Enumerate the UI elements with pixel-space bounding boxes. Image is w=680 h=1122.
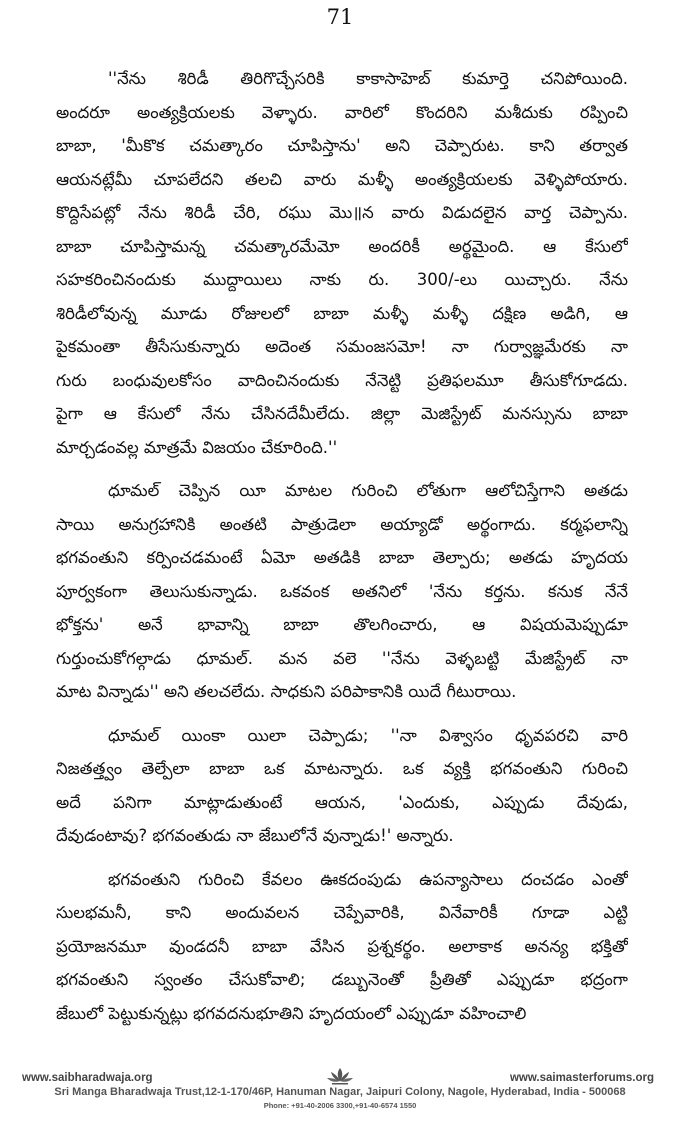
page-footer	[14, 1072, 666, 1118]
text-line: ప్రయోజనమూ వుండదనీ బాబా వేసిన ప్రశ్నకర్థం. అలాకాక అనన్య భక్తితో	[56, 936, 628, 956]
text-line: ''నేను శిరిడీ తిరిగొచ్చేసరికి కాకాసాహెబ్ కుమార్తె చనిపోయింది.	[108, 69, 628, 88]
text-line: ఆయనట్లేమీ చూపలేదని తలచి వారు మళ్ళీ అంత్యక్రియలకు వెళ్ళిపోయారు.	[56, 169, 628, 189]
footer-address: Sri Manga Bharadwaja Trust,12-1-170/46P, Hanuman Nagar, Jaipuri Colony, Nagole, Hyderabad, India - 500068	[54, 1086, 626, 1098]
text-line: పూర్వకంగా తెలుసుకున్నాడు. ఒకవంక అతనిలో 'నేను కర్తను. కనుక నేనే	[56, 581, 628, 601]
text-line: ధూమల్ యింకా యిలా చెప్పాడు; ''నా విశ్వాసం ధృవపరచి వారి	[108, 725, 628, 745]
paragraph-gap	[56, 853, 628, 863]
text-line: సాయి అనుగ్రహానికి అంతటి పాత్రుడెలా అయ్యాడో అర్థంగాదు. కర్మఫలాన్ని	[56, 514, 628, 534]
text-line: భగవంతుని గురించి కేవలం ఊకదంపుడు ఉపన్యాసాలు దంచడం ఎంతో	[108, 869, 628, 889]
text-line: భగవంతుని కర్పించడమంటే ఏమో అతడికి బాబా తెల్పారు; అతడు హృదయ	[56, 548, 628, 567]
text-line: జేబులో పెట్టుకున్నట్లు భగవదనుభూతిని హృదయంలో ఎప్పుడూ వహించాలి	[56, 1003, 527, 1023]
text-line: భోక్తను' అనే భావాన్ని బాబా తొలగించారు, ఆ విషయమెప్పుడూ	[56, 615, 628, 634]
text-line: అందరూ అంత్యక్రియలకు వెళ్ళారు. వారిలో కొందరిని మశీదుకు రప్పించి	[56, 102, 628, 122]
text-line: మాట విన్నాడు'' అని తలచలేదు. సాధకుని పరిపాకానికి యిదే గీటురాయి.	[56, 682, 517, 701]
paragraph-gap	[56, 709, 628, 719]
paragraph-gap	[56, 464, 628, 474]
text-line: నిజతత్త్వం తెల్పేలా బాబా ఒక మాటన్నారు. ఒక వ్యక్తి భగవంతుని గురించి	[56, 759, 628, 778]
text-line: దేవుడంటావు? భగవంతుడు నా జేబులోనే వున్నాడు!' అన్నారు.	[56, 826, 454, 845]
paragraph	[56, 719, 628, 853]
text-line: పైగా ఆ కేసులో నేను చేసినదేమీలేదు. జిల్లా మెజిస్ట్రేట్ మనస్సును బాబా	[56, 404, 628, 423]
text-line: బాబా చూపిస్తామన్న చమత్కారమేమో అందరికీ అర్థమైంది. ఆ కేసులో	[56, 236, 628, 256]
text-line: గురు బంధువులకోసం వాదించినందుకు నేనెట్టి ప్రతిఫలమూ తీసుకోగూడదు.	[56, 370, 628, 390]
text-line: కొద్దిసేపట్లో నేను శిరిడీ చేరి, రఘు మొ॥న వారు విడుదలైన వార్త చెప్పాను.	[56, 203, 628, 222]
footer-phone: Phone: +91-40-2006 3300,+91-40-6574 1550	[263, 1101, 417, 1110]
footer-website-link-left[interactable]: www.saibharadwaja.org	[22, 1072, 153, 1084]
text-line: అదే పనిగా మాట్లాడుతుంటే ఆయన, 'ఎందుకు, ఎప్పుడు దేవుడు,	[56, 792, 628, 812]
paragraph	[56, 863, 628, 1031]
page-number: 71	[326, 5, 354, 29]
text-line: శిరిడీలోవున్న మూడు రోజులలో బాబా మళ్ళీ మళ్ళీ దక్షిణ అడిగి, ఆ	[56, 303, 628, 323]
text-line: సులభమనీ, కాని అందువలన చెప్పేవారికి, వినేవారికీ గూడా ఎట్టి	[56, 903, 628, 922]
footer-website-link-right[interactable]: www.saimasterforums.org	[509, 1072, 654, 1084]
paragraph	[56, 474, 628, 709]
text-line: సహకరించినందుకు ముద్దాయిలు నాకు రు. 300/-లు యిచ్చారు. నేను	[56, 270, 628, 289]
paragraph	[56, 62, 628, 464]
text-line: ధూమల్ చెప్పిన యీ మాటల గురించి లోతుగా ఆలోచిస్తేగాని అతడు	[108, 481, 628, 500]
text-line: గుర్తుంచుకోగల్గాడు ధూమల్. మన వలె ''నేను వెళ్ళబట్టి మేజిస్ట్రేట్ నా	[56, 648, 628, 668]
page-body	[56, 62, 628, 1030]
lotus-emblem-icon	[326, 1066, 354, 1086]
text-line: బాబా, 'మీకొక చమత్కారం చూపిస్తాను' అని చెప్పారుట. కాని తర్వాత	[56, 136, 628, 155]
text-line: మార్చడంవల్ల మాత్రమే విజయం చేకూరింది.''	[56, 437, 338, 457]
text-line: పైకమంతా తీసేసుకున్నారు అదెంత సమంజసమో! నా గుర్వాజ్ఞమేరకు నా	[56, 337, 628, 356]
text-line: భగవంతుని స్వంతం చేసుకోవాలి; డబ్బునెంతో ప్రీతితో ఎప్పుడూ భద్రంగా	[56, 970, 628, 989]
